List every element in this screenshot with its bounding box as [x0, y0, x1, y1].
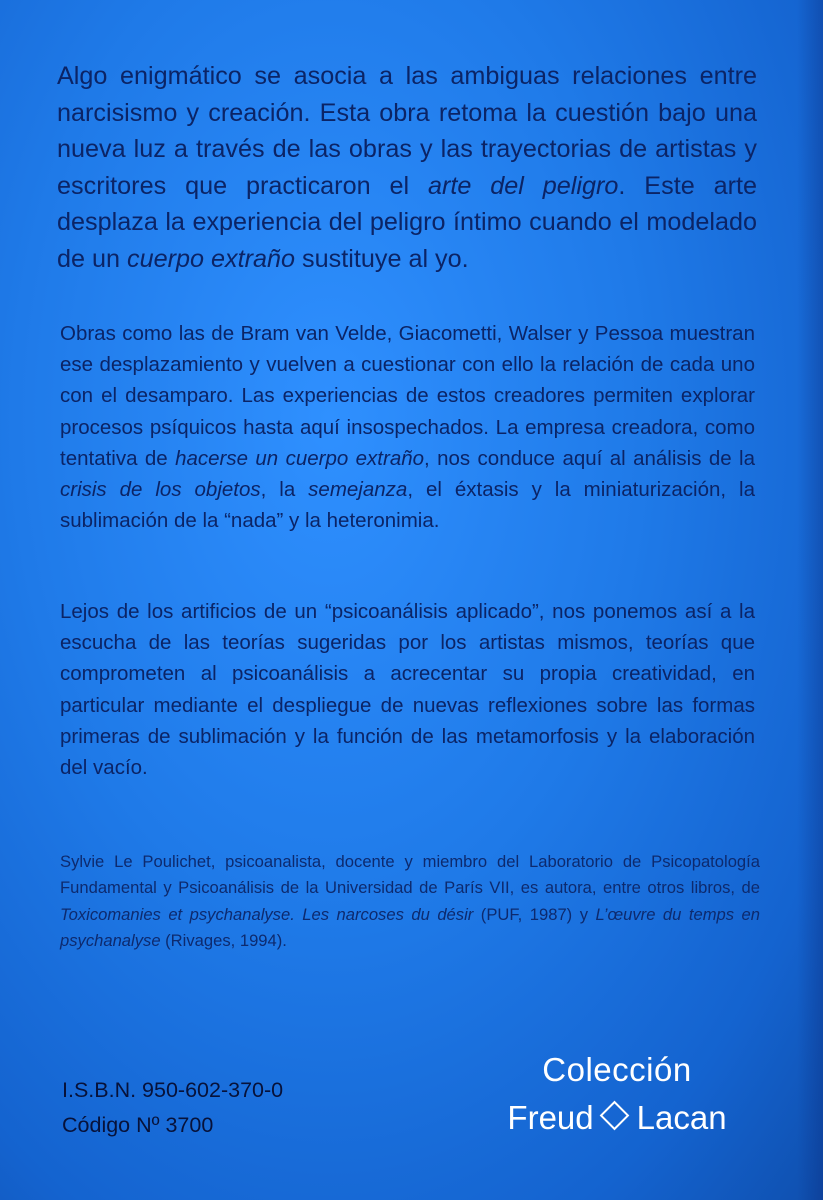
- body1-italic-1: hacerse un cuerpo extraño: [175, 446, 425, 470]
- body1-italic-3: semejanza: [308, 478, 408, 502]
- lead-paragraph: [57, 58, 757, 277]
- collection-label: Colección: [542, 1051, 692, 1088]
- lead-text-1: Algo enigmático se asocia a las ambiguas relaciones entre narcisismo y creación. Esta obra retoma la cuestión bajo una nueva luz a través de las obras y las trayectorias de artistas y escritores que practicaron el: [57, 62, 757, 200]
- body-paragraph-1: [60, 318, 755, 536]
- bio-text-3: (Rivages, 1994).: [160, 931, 287, 951]
- body1-text-1: Obras como las de Bram van Velde, Giacometti, Walser y Pessoa muestran ese desplazamiento y vuelven a cuestionar con ello la relación de cada uno con el desamparo. Las experiencias de estos creadores permiten explorar procesos psíquicos hasta aquí insospechados. La empresa creadora, como tentativa de: [60, 322, 755, 470]
- collection-logo: [488, 1047, 746, 1141]
- body1-text-3: , la: [260, 478, 309, 502]
- bio-italic-1: Toxicomanies et psychanalyse. Les narcoses du désir: [60, 904, 474, 924]
- isbn-number: I.S.B.N. 950-602-370-0: [62, 1078, 284, 1102]
- diamond-icon: [599, 1101, 629, 1131]
- body1-italic-2: crisis de los objetos: [60, 478, 261, 502]
- lead-italic-2: cuerpo extraño: [127, 244, 296, 273]
- collection-name-right: Lacan: [636, 1099, 727, 1136]
- lead-text-2: . Este arte desplaza la experiencia del peligro íntimo cuando el modelado de un: [57, 171, 757, 273]
- bio-text-2: (PUF, 1987) y: [473, 904, 596, 924]
- bio-text-1: Sylvie Le Poulichet, psicoanalista, docente y miembro del Laboratorio de Psicopatología Fundamental y Psicoanálisis de la Universidad de París VII, es autora, entre otros libros, de: [60, 852, 760, 898]
- spine-shadow: [797, 0, 823, 1200]
- collection-name-left: Freud: [507, 1099, 594, 1136]
- body2-text: Lejos de los artificios de un “psicoanálisis aplicado”, nos ponemos así a la escucha de las teorías sugeridas por los artistas mismos, teorías que comprometen al psicoanálisis a acrecentar su propia creatividad, en particular mediante el despliegue de nuevas reflexiones sobre las formas primeras de sublimación y la función de las metamorfosis y la elaboración del vacío.: [60, 600, 755, 780]
- isbn-block: [62, 1073, 283, 1143]
- author-bio: [60, 849, 760, 955]
- lead-text-3: sustituye al yo.: [295, 244, 469, 273]
- body-paragraph-2: [60, 596, 755, 783]
- lead-italic-1: arte del peligro: [427, 171, 619, 200]
- body1-text-2: , nos conduce aquí al análisis de la: [424, 446, 755, 470]
- product-code: Código Nº 3700: [62, 1113, 214, 1137]
- body1-text-4: , el éxtasis y la miniaturización, la sublimación de la “nada” y la heteronimia.: [60, 478, 755, 533]
- bio-italic-2: L’œuvre du temps en psychanalyse: [60, 904, 760, 951]
- collection-name: [488, 1095, 746, 1141]
